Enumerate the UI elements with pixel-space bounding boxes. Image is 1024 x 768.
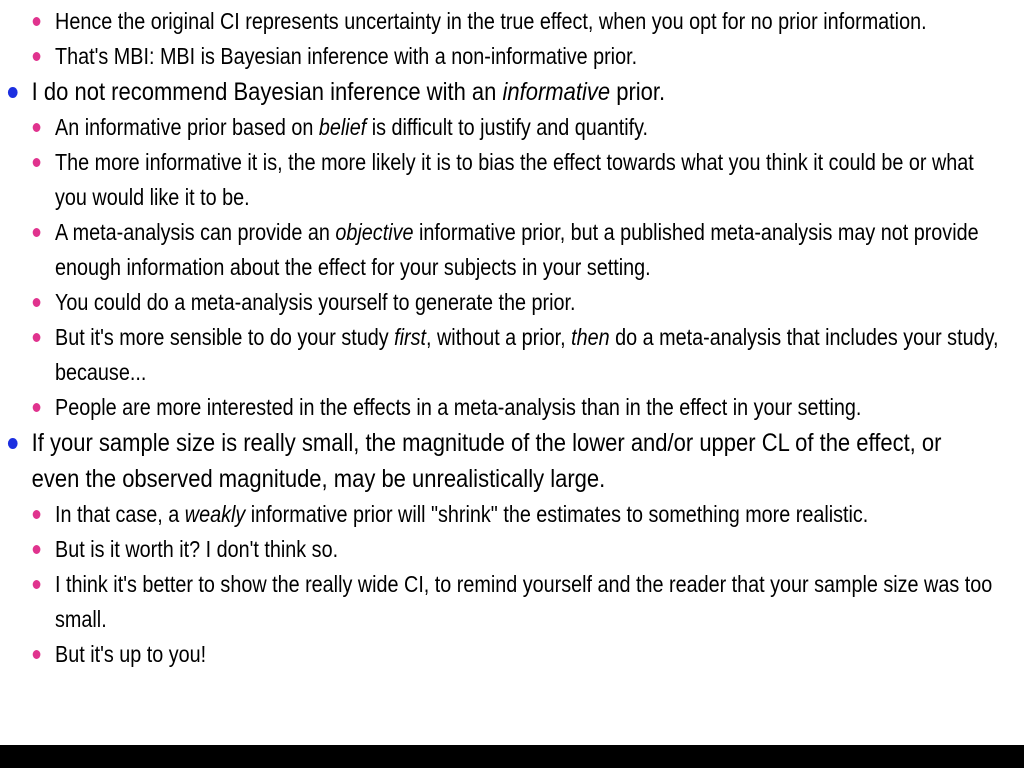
- bullet-text: is difficult to justify and quantify.: [366, 114, 649, 140]
- pink-bullet-icon: [33, 403, 41, 412]
- bullet-text: In that case, a: [55, 501, 185, 527]
- bullet-item-level2: [0, 110, 1011, 145]
- bullet-text: informative prior will "shrink" the estimates to something more realistic.: [245, 501, 869, 527]
- bullet-item-level2: [0, 390, 1011, 425]
- bullet-item-level2: [0, 637, 1011, 672]
- pink-bullet-icon: [33, 545, 41, 554]
- emphasized-text: objective: [335, 219, 414, 245]
- bullet-text: But it's up to you!: [55, 641, 207, 667]
- bullet-item-level2: [0, 285, 1011, 320]
- bullet-text: An informative prior based on: [55, 114, 319, 140]
- bullet-item-level2: [0, 145, 1011, 215]
- bullet-item-level2: [0, 532, 1011, 567]
- pink-bullet-icon: [33, 580, 41, 589]
- bullet-item-level2: [0, 4, 1011, 39]
- blue-bullet-icon: [8, 438, 18, 449]
- bullet-item-level1: [0, 425, 972, 497]
- bullet-text: The more informative it is, the more likely it is to bias the effect towards what you think it could be or what you would like it to be.: [55, 149, 974, 210]
- bullet-text: But is it worth it? I don't think so.: [55, 536, 339, 562]
- bullet-list: [0, 4, 1024, 672]
- pink-bullet-icon: [33, 228, 41, 237]
- bullet-item-level2: [0, 39, 1011, 74]
- bullet-text: A meta-analysis can provide an: [55, 219, 336, 245]
- bullet-text: I think it's better to show the really wide CI, to remind yourself and the reader that your sample size was too small.: [55, 571, 993, 632]
- emphasized-text: then: [571, 324, 610, 350]
- bullet-item-level2: [0, 497, 1011, 532]
- bullet-item-level2: [0, 567, 1011, 637]
- bullet-text: You could do a meta-analysis yourself to generate the prior.: [55, 289, 576, 315]
- bullet-item-level1: [0, 74, 972, 110]
- bullet-item-level2: [0, 215, 1011, 285]
- pink-bullet-icon: [33, 158, 41, 167]
- bottom-bar: [0, 745, 1024, 768]
- emphasized-text: belief: [318, 114, 367, 140]
- pink-bullet-icon: [33, 298, 41, 307]
- pink-bullet-icon: [33, 52, 41, 61]
- bullet-text: I do not recommend Bayesian inference with an: [31, 78, 503, 106]
- bullet-text: prior.: [610, 78, 666, 106]
- emphasized-text: weakly: [184, 501, 246, 527]
- pink-bullet-icon: [33, 650, 41, 659]
- bullet-text: But it's more sensible to do your study: [55, 324, 395, 350]
- pink-bullet-icon: [33, 123, 41, 132]
- bullet-item-level2: [0, 320, 1011, 390]
- pink-bullet-icon: [33, 333, 41, 342]
- pink-bullet-icon: [33, 17, 41, 26]
- bullet-text: do a meta-analysis that includes your study, because...: [55, 324, 999, 385]
- emphasized-text: first: [394, 324, 427, 350]
- bullet-text: If your sample size is really small, the magnitude of the lower and/or upper CL of the effect, or even the observed magnitude, may be unrealistically large.: [31, 429, 942, 493]
- bullet-text: informative prior, but a published meta-analysis may not provide enough information about the effect for your subjects in your setting.: [55, 219, 979, 280]
- bullet-text: Hence the original CI represents uncertainty in the true effect, when you opt for no prior information.: [55, 8, 927, 34]
- pink-bullet-icon: [33, 510, 41, 519]
- bullet-text: , without a prior,: [426, 324, 572, 350]
- emphasized-text: informative: [502, 78, 611, 106]
- bullet-text: That's MBI: MBI is Bayesian inference with a non-informative prior.: [55, 43, 638, 69]
- bullet-text: People are more interested in the effects in a meta-analysis than in the effect in your setting.: [55, 394, 862, 420]
- blue-bullet-icon: [8, 87, 18, 98]
